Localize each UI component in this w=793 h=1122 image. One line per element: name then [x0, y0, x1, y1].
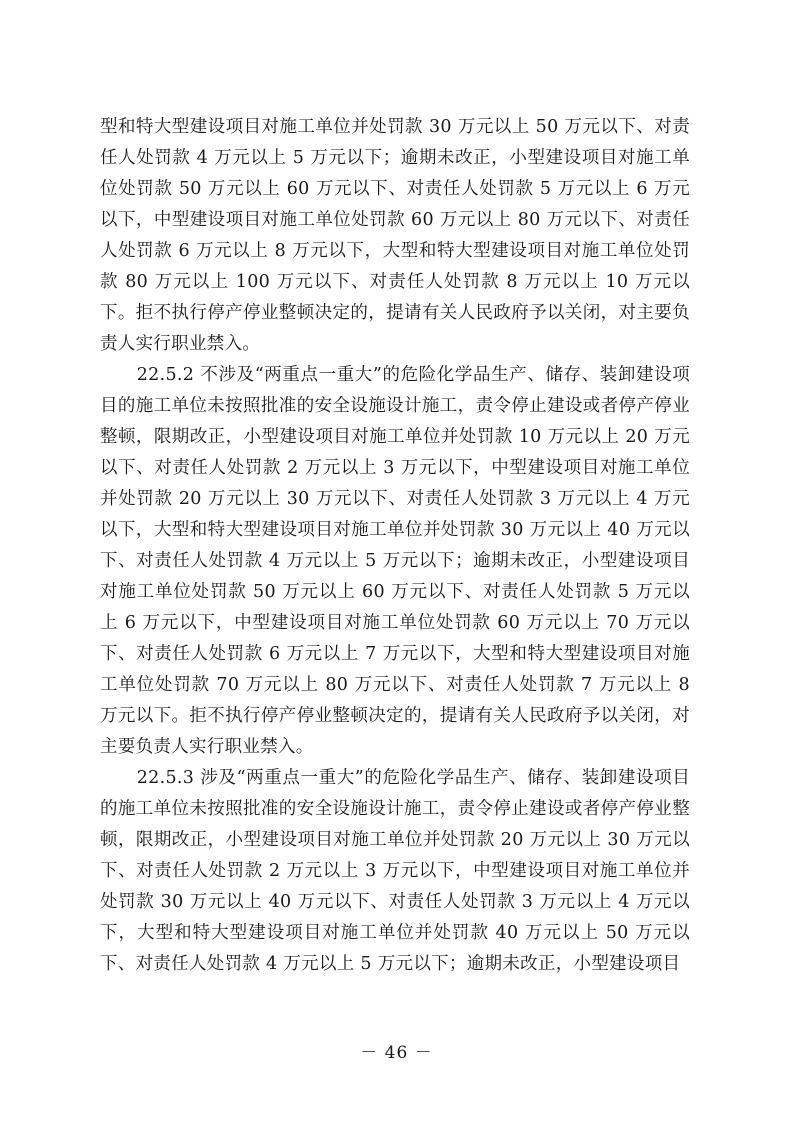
page-number: － 46 － — [360, 1043, 433, 1063]
paragraph-continuation: 型和特大型建设项目对施工单位并处罚款 30 万元以上 50 万元以下、对责任人处罚款 4 万元以上 5 万元以下；逾期未改正，小型建设项目对施工单位处罚款 50 万元以上 60 万元以下、对责任人处罚款 5 万元以上 6 万元以下，中型建设项目对施工单位处罚款 60 万元以上 80 万元以下、对责任人处罚款 6 万元以上 8 万元以下，大型和特大型建设项目对施工单位处罚款 80 万元以上 100 万元以下、对责任人处罚款 8 万元以上 10 万元以下。拒不执行停产停业整顿决定的，提请有关人民政府予以关闭，对主要负责人实行职业禁入。 — [100, 117, 690, 354]
paragraph-22-5-3: 22.5.3 涉及“两重点一重大”的危险化学品生产、储存、装卸建设项目的施工单位未按照批准的安全设施设计施工，责令停止建设或者停产停业整顿，限期改正，小型建设项目对施工单位并处罚款 20 万元以上 30 万元以下、对责任人处罚款 2 万元以上 3 万元以下，中型建设项目对施工单位并处罚款 30 万元以上 40 万元以下、对责任人处罚款 3 万元以上 4 万元以下，大型和特大型建设项目对施工单位并处罚款 40 万元以上 50 万元以下、对责任人处罚款 4 万元以上 5 万元以下；逾期未改正，小型建设项目 — [100, 768, 690, 974]
document-body — [100, 112, 690, 980]
paragraph-22-5-2: 22.5.2 不涉及“两重点一重大”的危险化学品生产、储存、装卸建设项目的施工单位未按照批准的安全设施设计施工，责令停止建设或者停产停业整顿，限期改正，小型建设项目对施工单位并处罚款 10 万元以上 20 万元以下、对责任人处罚款 2 万元以上 3 万元以下，中型建设项目对施工单位并处罚款 20 万元以上 30 万元以下、对责任人处罚款 3 万元以上 4 万元以下，大型和特大型建设项目对施工单位并处罚款 30 万元以上 40 万元以下、对责任人处罚款 4 万元以上 5 万元以下；逾期未改正，小型建设项目对施工单位处罚款 50 万元以上 60 万元以下、对责任人处罚款 5 万元以上 6 万元以下，中型建设项目对施工单位处罚款 60 万元以上 70 万元以下、对责任人处罚款 6 万元以上 7 万元以下，大型和特大型建设项目对施工单位处罚款 70 万元以上 80 万元以下、对责任人处罚款 7 万元以上 8 万元以下。拒不执行停产停业整顿决定的，提请有关人民政府予以关闭，对主要负责人实行职业禁入。 — [100, 365, 690, 757]
